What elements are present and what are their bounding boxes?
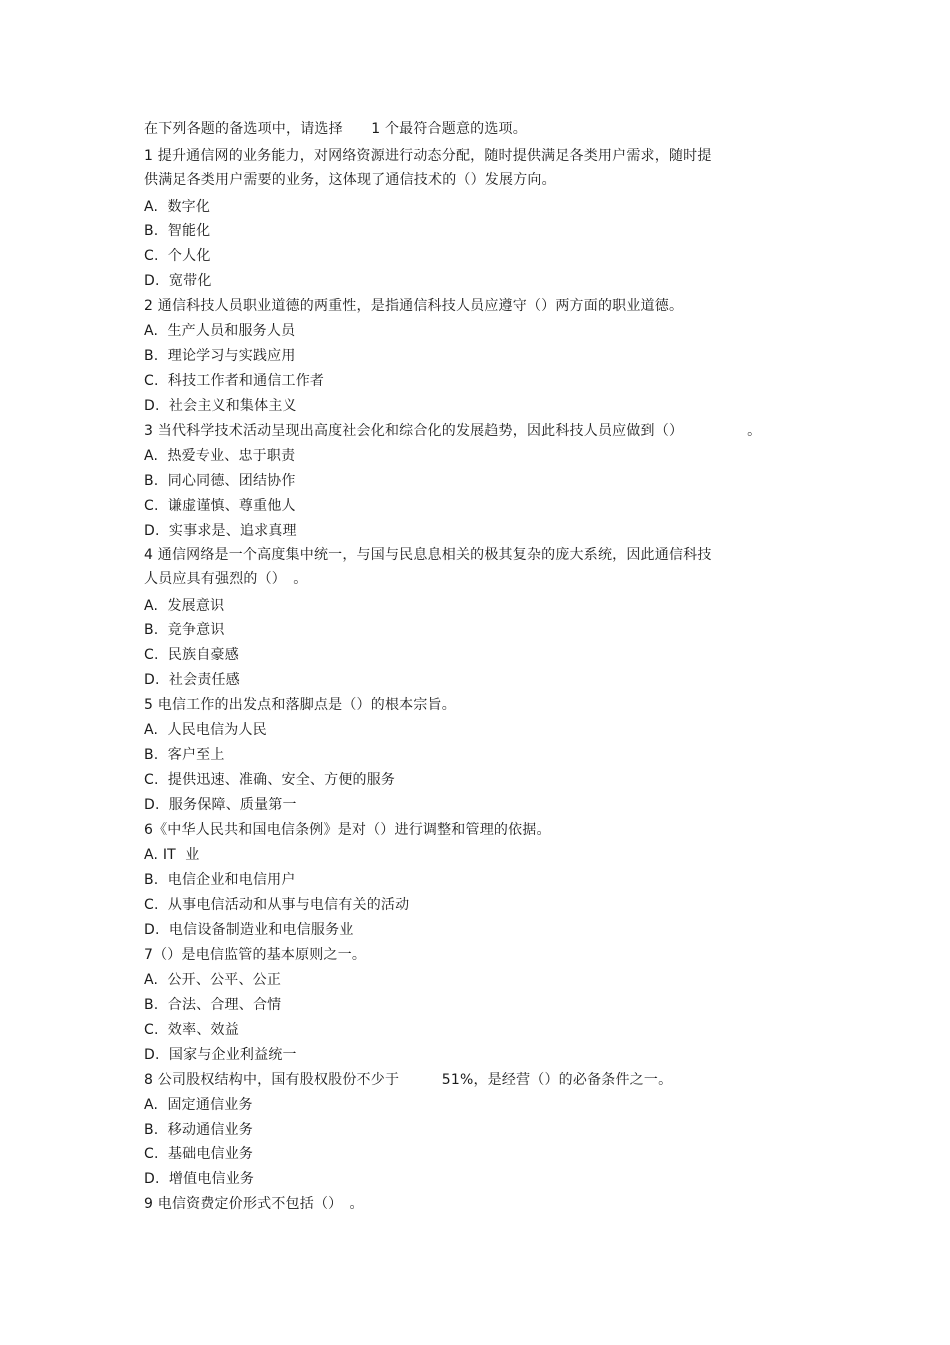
question-4-option-a: A. 发展意识 xyxy=(144,598,225,614)
question-1-option-b: B. 智能化 xyxy=(144,223,211,239)
question-6-option-d: D. 电信设备制造业和电信服务业 xyxy=(144,922,354,938)
question-2-stem: 2 通信科技人员职业道德的两重性，是指通信科技人员应遵守（）两方面的职业道德。 xyxy=(144,298,684,314)
question-3-option-d: D. 实事求是、追求真理 xyxy=(144,523,297,539)
question-1-stem-line-2: 供满足各类用户需要的业务，这体现了通信技术的（）发展方向。 xyxy=(144,172,556,188)
question-5-stem: 5 电信工作的出发点和落脚点是（）的根本宗旨。 xyxy=(144,697,456,713)
question-5-option-b: B. 客户至上 xyxy=(144,747,225,763)
question-7-option-b: B. 合法、合理、合情 xyxy=(144,997,282,1013)
question-8-option-c: C. 基础电信业务 xyxy=(144,1146,254,1162)
question-4-option-b: B. 竞争意识 xyxy=(144,622,225,638)
question-7-option-a: A. 公开、公平、公正 xyxy=(144,972,282,988)
question-5-option-c: C. 提供迅速、准确、安全、方便的服务 xyxy=(144,772,396,788)
question-7-option-d: D. 国家与企业利益统一 xyxy=(144,1047,297,1063)
question-2-option-a: A. 生产人员和服务人员 xyxy=(144,323,296,339)
question-1-stem-line-1: 1 提升通信网的业务能力，对网络资源进行动态分配，随时提供满足各类用户需求，随时提 xyxy=(144,148,712,164)
question-6-option-c: C. 从事电信活动和从事与电信有关的活动 xyxy=(144,897,410,913)
question-2-option-b: B. 理论学习与实践应用 xyxy=(144,348,296,364)
question-3-option-a: A. 热爱专业、忠于职责 xyxy=(144,448,296,464)
question-4-stem-line-1: 4 通信网络是一个高度集中统一，与国与民息息相关的极其复杂的庞大系统，因此通信科技 xyxy=(144,547,712,563)
question-3-option-b: B. 同心同德、团结协作 xyxy=(144,473,296,489)
question-9-stem: 9 电信资费定价形式不包括（） 。 xyxy=(144,1196,364,1212)
question-6-stem: 6《中华人民共和国电信条例》是对（）进行调整和管理的依据。 xyxy=(144,822,551,838)
question-4-option-d: D. 社会责任感 xyxy=(144,672,240,688)
question-7-option-c: C. 效率、效益 xyxy=(144,1022,239,1038)
question-8-option-b: B. 移动通信业务 xyxy=(144,1122,253,1138)
question-1-option-d: D. 宽带化 xyxy=(144,273,212,289)
question-5-option-a: A. 人民电信为人民 xyxy=(144,722,267,738)
question-7-stem: 7（）是电信监管的基本原则之一。 xyxy=(144,947,367,963)
question-5-option-d: D. 服务保障、质量第一 xyxy=(144,797,297,813)
question-8-stem: 8 公司股权结构中，国有股权股份不少于 51%，是经营（）的必备条件之一。 xyxy=(144,1072,673,1088)
question-6-option-a: A. IT 业 xyxy=(144,847,200,863)
question-2-option-c: C. 科技工作者和通信工作者 xyxy=(144,373,325,389)
question-8-option-a: A. 固定通信业务 xyxy=(144,1097,253,1113)
instructions: 在下列各题的备选项中，请选择 1 个最符合题意的选项。 xyxy=(144,121,527,137)
question-6-option-b: B. 电信企业和电信用户 xyxy=(144,872,296,888)
question-1-option-a: A. 数字化 xyxy=(144,199,211,215)
question-8-option-d: D. 增值电信业务 xyxy=(144,1171,255,1187)
question-3-option-c: C. 谦虚谨慎、尊重他人 xyxy=(144,498,296,514)
question-3-stem: 3 当代科学技术活动呈现出高度社会化和综合化的发展趋势，因此科技人员应做到（） 。 xyxy=(144,423,762,439)
question-4-stem-line-2: 人员应具有强烈的（） 。 xyxy=(144,571,308,587)
question-1-option-c: C. 个人化 xyxy=(144,248,211,264)
question-2-option-d: D. 社会主义和集体主义 xyxy=(144,398,297,414)
question-4-option-c: C. 民族自豪感 xyxy=(144,647,239,663)
